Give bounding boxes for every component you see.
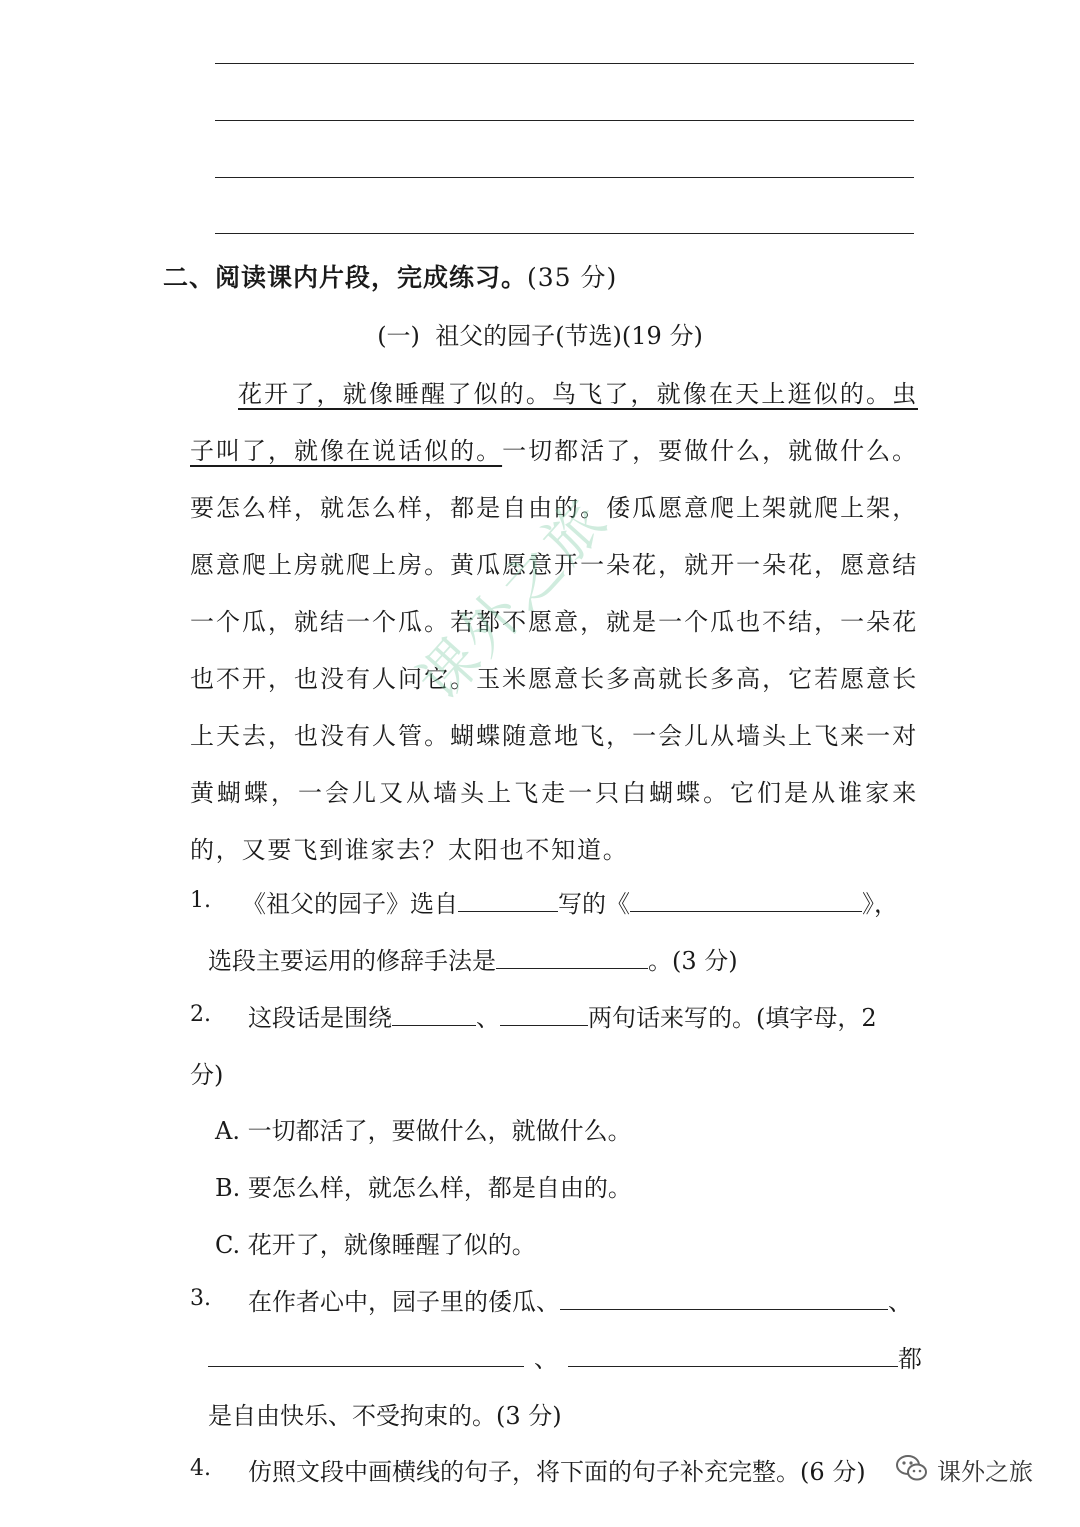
answer-line[interactable] — [215, 63, 914, 64]
q1-part3: 》， — [862, 890, 898, 918]
question-4-number: 4. — [190, 1456, 211, 1481]
option-letter: B. — [215, 1174, 241, 1202]
q1-rhetoric-blank[interactable] — [496, 946, 648, 969]
q1-part1: 《祖父的园子》选自 — [242, 890, 458, 918]
section-heading — [163, 258, 617, 294]
question-1-line-1 — [242, 884, 898, 919]
q3-part1: 在作者心中，园子里的倭瓜、 — [248, 1288, 560, 1316]
source-logo — [895, 1452, 1033, 1487]
q3-blank-3[interactable] — [568, 1344, 898, 1367]
logo-text: 课外之旅 — [937, 1458, 1033, 1486]
q2-part3: 两句话来写的。(填字母，2 — [588, 1004, 877, 1032]
underlined-sentences: 花开了，就像睡醒了似的。鸟飞了，就像在天上逛似的。虫子叫了，就像在说话似的。 — [190, 380, 918, 465]
question-2-line-1 — [248, 998, 877, 1033]
q1-author-blank[interactable] — [458, 889, 558, 912]
section-score: (35 分) — [527, 263, 618, 292]
section-heading-text: 二、阅读课内片段，完成练习。 — [163, 263, 528, 292]
option-text: 要怎么样，就怎么样，都是自由的。 — [247, 1174, 632, 1202]
option-letter: C. — [215, 1231, 241, 1259]
q1-line2a: 选段主要运用的修辞手法是 — [208, 947, 496, 975]
q3-line3: 是自由快乐、不受拘束的。(3 分) — [208, 1402, 562, 1430]
wechat-icon — [895, 1453, 929, 1487]
question-1-line-2 — [208, 941, 738, 976]
option-a — [215, 1111, 632, 1146]
question-3-line-1 — [248, 1282, 912, 1317]
q2-blank-2[interactable] — [500, 1003, 588, 1026]
q2-blank-1[interactable] — [392, 1003, 476, 1026]
q3-tail: 都 — [898, 1345, 922, 1373]
subsection-note: (节选)(19 分) — [555, 322, 703, 350]
question-2-number: 2. — [190, 1002, 211, 1027]
q3-sep2: 、 — [534, 1345, 558, 1373]
q2-part1: 这段话是围绕 — [248, 1004, 392, 1032]
q3-blank-2[interactable] — [208, 1344, 524, 1367]
passage-title — [0, 316, 1080, 351]
passage-rest: 一切都活了，要做什么，就做什么。要怎么样，就怎么样，都是自由的。倭瓜愿意爬上架就爬上架，愿意爬上房就爬上房。黄瓜愿意开一朵花，就开一朵花，愿意结一个瓜，就结一个瓜。若都不愿意，就是一个瓜也不结，一朵花也不开，也没有人问它。玉米愿意长多高就长多高，它若愿意长上天去，也没有人管。蝴蝶随意地飞，一会儿从墙头上飞来一对黄蝴蝶，一会儿又从墙头上飞走一只白蝴蝶。它们是从谁家来的，又要飞到谁家去？太阳也不知道。 — [190, 437, 918, 864]
q3-sep1: 、 — [888, 1288, 912, 1316]
option-letter: A. — [215, 1117, 240, 1145]
option-text: 一切都活了，要做什么，就做什么。 — [247, 1117, 632, 1145]
q2-line2: 分) — [190, 1061, 224, 1089]
q2-part2: 、 — [476, 1004, 500, 1032]
q1-line2b: 。(3 分) — [648, 947, 738, 975]
answer-line[interactable] — [215, 233, 914, 234]
answer-line[interactable] — [215, 120, 914, 121]
watermark: 课外之旅 — [404, 484, 622, 715]
option-b — [215, 1168, 632, 1203]
option-c — [215, 1225, 536, 1260]
subsection-title: 祖父的园子 — [435, 322, 556, 350]
answer-line[interactable] — [215, 177, 914, 178]
option-text: 花开了，就像睡醒了似的。 — [247, 1231, 536, 1259]
q1-book-blank[interactable] — [630, 889, 862, 912]
q3-blank-1[interactable] — [560, 1287, 888, 1310]
q4-text: 仿照文段中画横线的句子，将下面的句子补充完整。(6 分) — [248, 1458, 866, 1486]
question-1-number: 1. — [190, 888, 211, 913]
reading-passage — [190, 366, 918, 879]
q1-part2: 写的《 — [558, 890, 630, 918]
question-3-number: 3. — [190, 1286, 211, 1311]
subsection-label: (一) — [377, 322, 420, 350]
question-3-line-2 — [208, 1339, 922, 1374]
